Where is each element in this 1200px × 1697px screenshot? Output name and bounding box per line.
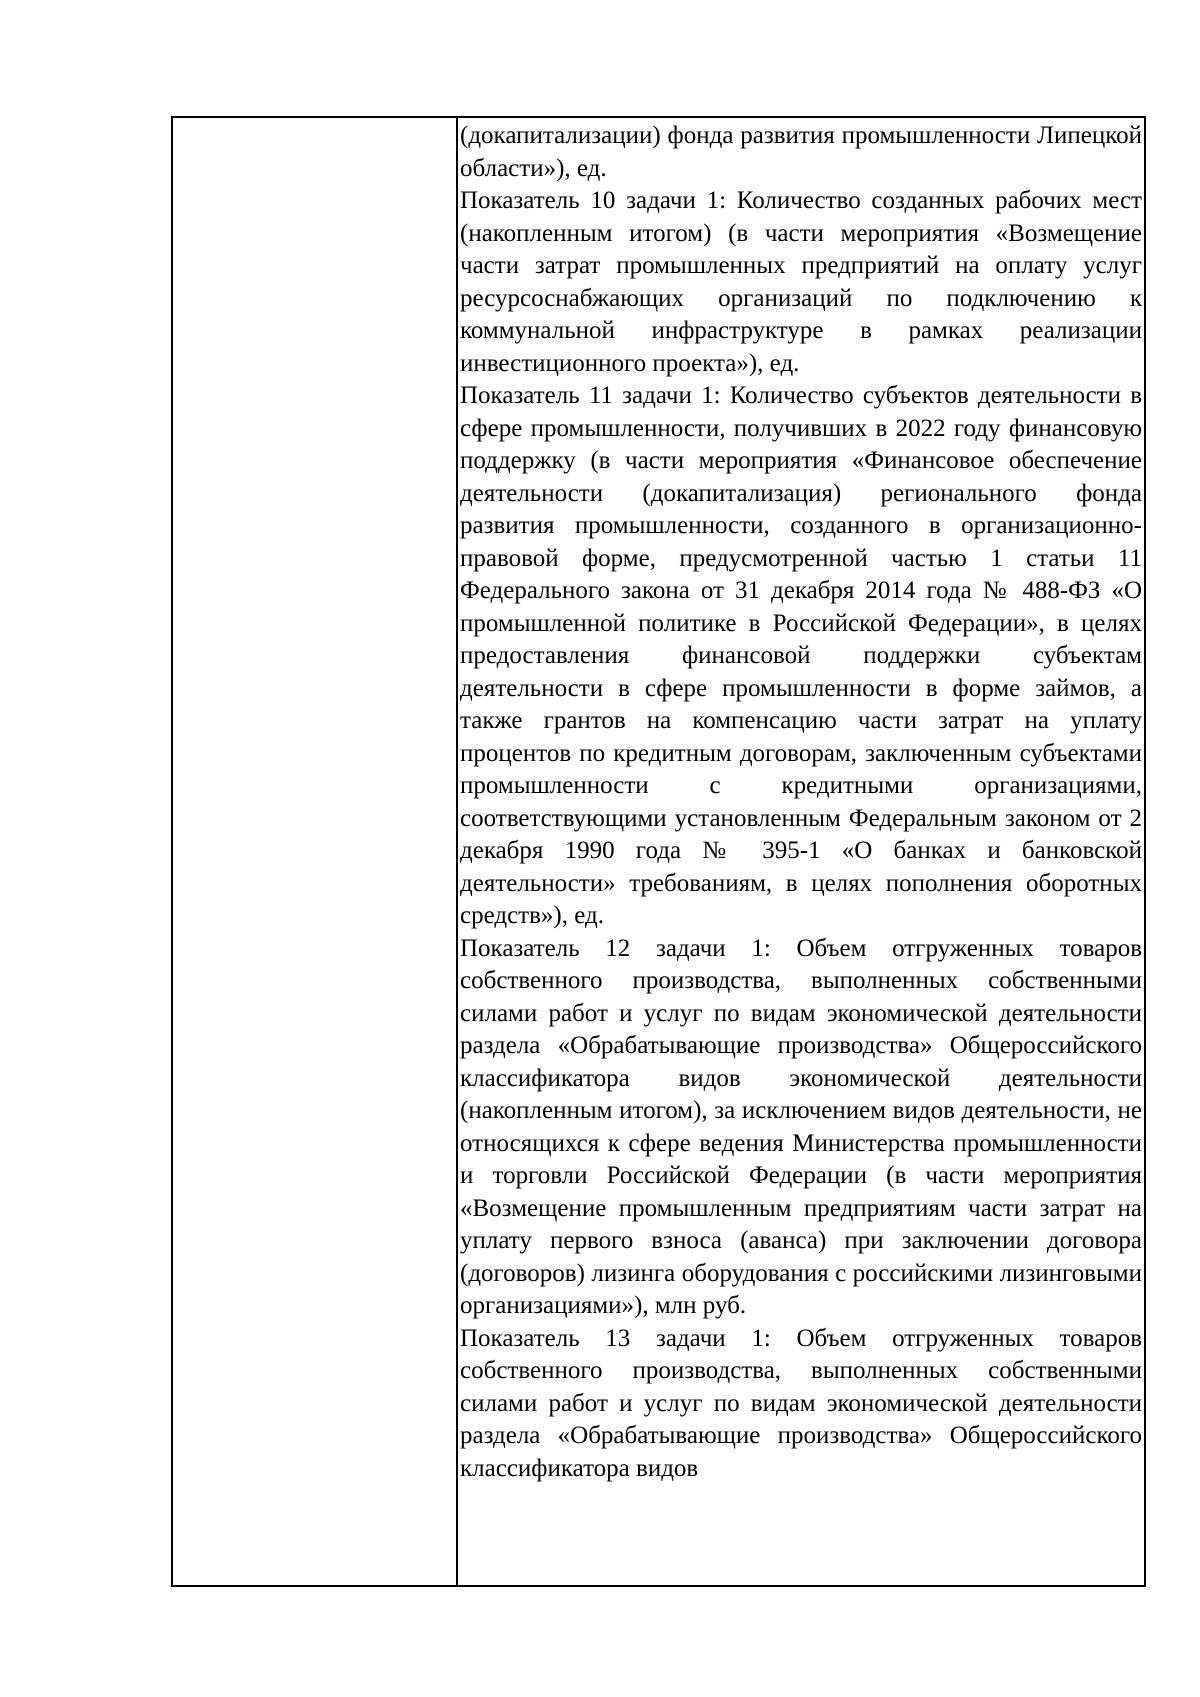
paragraph-indicator-13: Показатель 13 задачи 1: Объем отгруженных товаров собственного производства, выполненных собственными силами работ и услуг по видам экономической деятельности раздела «Обрабатывающие производства» Общероссийского классификатора видов — [460, 1324, 1142, 1482]
paragraph-indicator-11: Показатель 11 задачи 1: Количество субъектов деятельности в сфере промышленности, получивших в 2022 году финансовую поддержку (в части мероприятия «Финансовое обеспечение деятельности (докапитализация) регионального фонда развития промышленности, созданного в организационно-правовой форме, предусмотренной частью 1 статьи 11 Федерального закона от 31 декабря 2014 года № 488-ФЗ «О промышленной политике в Российской Федерации», в целях предоставления финансовой поддержки субъектам деятельности в сфере промышленности в форме займов, а также грантов на компенсацию части затрат на уплату процентов по кредитным договорам, заключенным субъектами промышленности с кредитными организациями, соответствующими установленным Федеральным законом от 2 декабря 1990 года № 395-1 «О банках и банковской деятельности» требованиям, в целях пополнения оборотных средств»), ед. — [460, 382, 1142, 929]
indicator-table — [171, 116, 1146, 1587]
paragraph-continuation: (докапитализации) фонда развития промышленности Липецкой области»), ед. — [460, 122, 1142, 182]
table-left-cell — [173, 118, 458, 1585]
table-right-cell — [458, 118, 1144, 1585]
paragraph-indicator-10: Показатель 10 задачи 1: Количество созданных рабочих мест (накопленным итогом) (в части мероприятия «Возмещение части затрат промышленных предприятий на оплату услуг ресурсоснабжающих организаций по подключению к коммунальной инфраструктуре в рамках реализации инвестиционного проекта»), ед. — [460, 187, 1142, 377]
paragraph-indicator-12: Показатель 12 задачи 1: Объем отгруженных товаров собственного производства, выполненных собственными силами работ и услуг по видам экономической деятельности раздела «Обрабатывающие производства» Общероссийского классификатора видов экономической деятельности (накопленным итогом), за исключением видов деятельности, не относящихся к сфере ведения Министерства промышленности и торговли Российской Федерации (в части мероприятия «Возмещение промышленным предприятиям части затрат на уплату первого взноса (аванса) при заключении договора (договоров) лизинга оборудования с российскими лизинговыми организациями»), млн руб. — [460, 934, 1142, 1319]
